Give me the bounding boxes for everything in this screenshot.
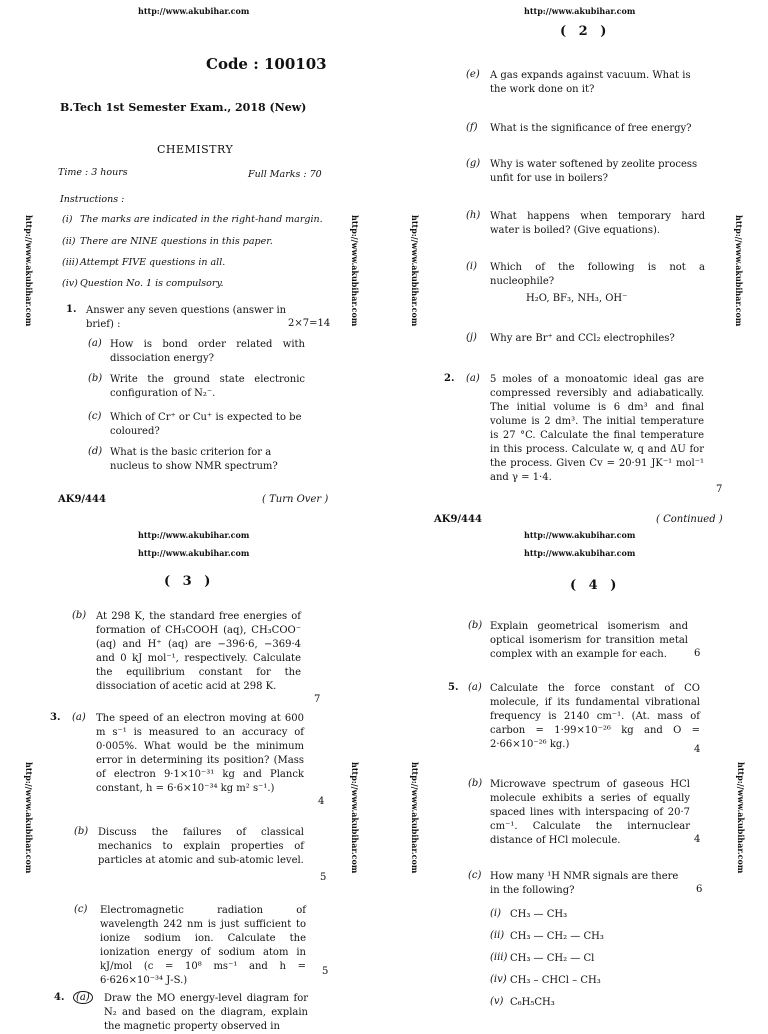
part-label: (a) (72, 712, 86, 723)
page-4 (384, 512, 768, 1024)
item-formula: CH₃ – CHCl – CH₃ (510, 975, 601, 986)
page-3 (0, 512, 384, 1032)
instruction-text: There are NINE questions in this paper. (80, 236, 273, 247)
side-url-left: http://www.akubihar.com (410, 762, 420, 874)
part-label: (g) (466, 158, 481, 169)
part-text: A gas expands against vacuum. What is the work done on it? (490, 70, 691, 95)
part-text: How many ¹H NMR signals are there in the following? (490, 871, 679, 896)
instruction-num: (iii) (62, 257, 79, 268)
part-label: (c) (74, 904, 88, 915)
question-number: 4. (54, 992, 65, 1003)
item-formula: CH₃ — CH₂ — Cl (510, 953, 595, 964)
time-label: Time : 3 hours (58, 167, 128, 178)
item-label: (iii) (490, 952, 508, 963)
subject-title: CHEMISTRY (157, 143, 234, 156)
item-label: (ii) (490, 930, 505, 941)
side-url-right: http://www.akubihar.com (350, 762, 360, 874)
exam-title: B.Tech 1st Semester Exam., 2018 (New) (60, 101, 307, 114)
side-url-left: http://www.akubihar.com (24, 215, 34, 327)
part-text: Write the ground state electronic configuration of N₂⁻. (110, 374, 305, 399)
part-label: (b) (468, 620, 483, 631)
question-text: Answer any seven questions (answer in brief) : (86, 305, 287, 330)
part-text: How is bond order related with dissociation energy? (110, 339, 305, 364)
page-number: ( 2 ) (560, 24, 611, 39)
header-url[interactable]: http://www.akubihar.com (138, 530, 250, 540)
question-marks: 6 (694, 648, 701, 659)
header-url[interactable]: http://www.akubihar.com (524, 6, 636, 16)
instruction-text: Question No. 1 is compulsory. (80, 278, 224, 289)
part-text: Discuss the failures of classical mechanics to explain properties of particles at atomic and sub-atomic level. (98, 827, 304, 866)
question-marks: 5 (322, 966, 329, 977)
question-marks: 6 (696, 884, 703, 895)
question-number: 2. (444, 373, 455, 384)
part-label: (e) (466, 69, 480, 80)
side-url-left: http://www.akubihar.com (24, 762, 34, 874)
part-label: (c) (88, 411, 102, 422)
question-marks: 7 (314, 694, 321, 705)
footer-code: AK9/444 (434, 514, 482, 525)
part-label: (f) (466, 122, 478, 133)
question-marks: 4 (694, 744, 701, 755)
instruction-num: (iv) (62, 278, 78, 289)
part-text: What happens when temporary hard water is boiled? (Give equations). (490, 211, 705, 236)
side-url-right: http://www.akubihar.com (350, 215, 360, 327)
part-text: Draw the MO energy-level diagram for N₂ and based on the diagram, explain the magnetic property observed in (104, 993, 308, 1032)
part-label: (a) (468, 682, 482, 693)
part-text: Explain geometrical isomerism and optical isomerism for transition metal complex with an example for each. (490, 621, 688, 660)
instruction-num: (ii) (62, 236, 76, 247)
part-text: 5 moles of a monoatomic ideal gas are compressed reversibly and adiabatically. The initial volume is 6 dm³ and final volume is 2 dm³. The initial temperature is 27 °C. Calculate the final temperature in this process. Calculate w, q and ΔU for the process. Given Cv = 20·91 JK⁻¹ mol⁻¹ and γ = 1·4. (490, 374, 704, 483)
part-text: What is the basic criterion for a nucleus to show NMR spectrum? (110, 447, 278, 472)
question-marks: 2×7=14 (288, 318, 331, 329)
part-label: (a) (88, 338, 102, 349)
part-text: Why are Br⁺ and CCl₂ electrophiles? (490, 333, 675, 344)
part-label: (b) (74, 826, 89, 837)
question-number: 5. (448, 682, 459, 693)
header-url[interactable]: http://www.akubihar.com (138, 6, 250, 16)
side-url-left: http://www.akubihar.com (410, 215, 420, 327)
part-label: (d) (88, 446, 103, 457)
instructions-title: Instructions : (60, 194, 125, 205)
part-label: (c) (468, 870, 482, 881)
instruction-num: (i) (62, 214, 73, 225)
paper-code: Code : 100103 (206, 55, 327, 73)
item-label: (iv) (490, 974, 507, 985)
header-url[interactable]: http://www.akubihar.com (138, 548, 250, 558)
instruction-text: Attempt FIVE questions in all. (80, 257, 226, 268)
footer-turn-over: ( Turn Over ) (262, 494, 329, 505)
part-label: (i) (466, 261, 478, 272)
part-text: Electromagnetic radiation of wavelength 242 nm is just sufficient to ionize sodium ion. Calculate the ionization energy of sodium atom in kJ/mol (c = 10⁸ ms⁻¹ and h = 6·626×10⁻³⁴ J-S.) (100, 905, 306, 986)
nucleophile-options: H₂O, BF₃, NH₃, OH⁻ (526, 293, 628, 304)
part-text: At 298 K, the standard free energies of formation of CH₃COOH (aq), CH₃COO⁻ (aq) and H⁺ (aq) are −396·6, −369·4 and 0 kJ mol⁻¹, respectively. Calculate the equilibrium constant for the dissociation of acetic acid at 298 K. (96, 611, 301, 692)
page-2 (384, 0, 768, 525)
side-url-right: http://www.akubihar.com (734, 215, 744, 327)
part-label: (b) (72, 610, 87, 621)
part-text: Microwave spectrum of gaseous HCl molecule exhibits a series of equally spaced lines with interspacing of 20·7 cm⁻¹. Calculate the internuclear distance of HCl molecule. (490, 779, 690, 846)
part-label: (b) (88, 373, 103, 384)
question-marks: 4 (694, 834, 701, 845)
question-number: 3. (50, 712, 61, 723)
question-marks: 4 (318, 796, 325, 807)
page-number: ( 4 ) (570, 578, 621, 593)
header-url[interactable]: http://www.akubihar.com (524, 530, 636, 540)
part-text: Calculate the force constant of CO molecule, if its fundamental vibrational frequency is 2140 cm⁻¹. (At. mass of carbon = 1·99×10⁻²⁶ kg and O = 2·66×10⁻²⁶ kg.) (490, 683, 700, 750)
part-label: (a) (73, 991, 93, 1004)
question-marks: 7 (716, 484, 723, 495)
part-text: The speed of an electron moving at 600 m s⁻¹ is measured to an accuracy of 0·005%. What would be the minimum error in determining its position? (Mass of electron 9·1×10⁻³¹ kg and Planck constant, h = 6·6×10⁻³⁴ kg m² s⁻¹.) (96, 713, 304, 794)
footer-continued: ( Continued ) (656, 514, 723, 525)
item-label: (v) (490, 996, 504, 1007)
part-text: Why is water softened by zeolite process unfit for use in boilers? (490, 159, 698, 184)
item-formula: C₆H₅CH₃ (510, 997, 555, 1008)
part-label: (j) (466, 332, 477, 343)
part-label: (b) (468, 778, 483, 789)
item-label: (i) (490, 908, 502, 919)
page-1 (0, 0, 384, 512)
item-formula: CH₃ — CH₂ — CH₃ (510, 931, 604, 942)
side-url-right: http://www.akubihar.com (736, 762, 746, 874)
footer-code: AK9/444 (58, 494, 106, 505)
part-text: What is the significance of free energy? (490, 123, 692, 134)
part-label: (h) (466, 210, 481, 221)
instruction-text: The marks are indicated in the right-hand margin. (80, 214, 323, 225)
part-text: Which of the following is not a nucleophile? (490, 262, 705, 287)
part-text: Which of Cr⁺ or Cu⁺ is expected to be coloured? (110, 412, 302, 437)
page-number: ( 3 ) (164, 574, 215, 589)
header-url[interactable]: http://www.akubihar.com (524, 548, 636, 558)
part-label: (a) (466, 373, 480, 384)
item-formula: CH₃ — CH₃ (510, 909, 568, 920)
full-marks-label: Full Marks : 70 (248, 169, 322, 180)
question-number: 1. (66, 304, 77, 315)
question-marks: 5 (320, 872, 327, 883)
